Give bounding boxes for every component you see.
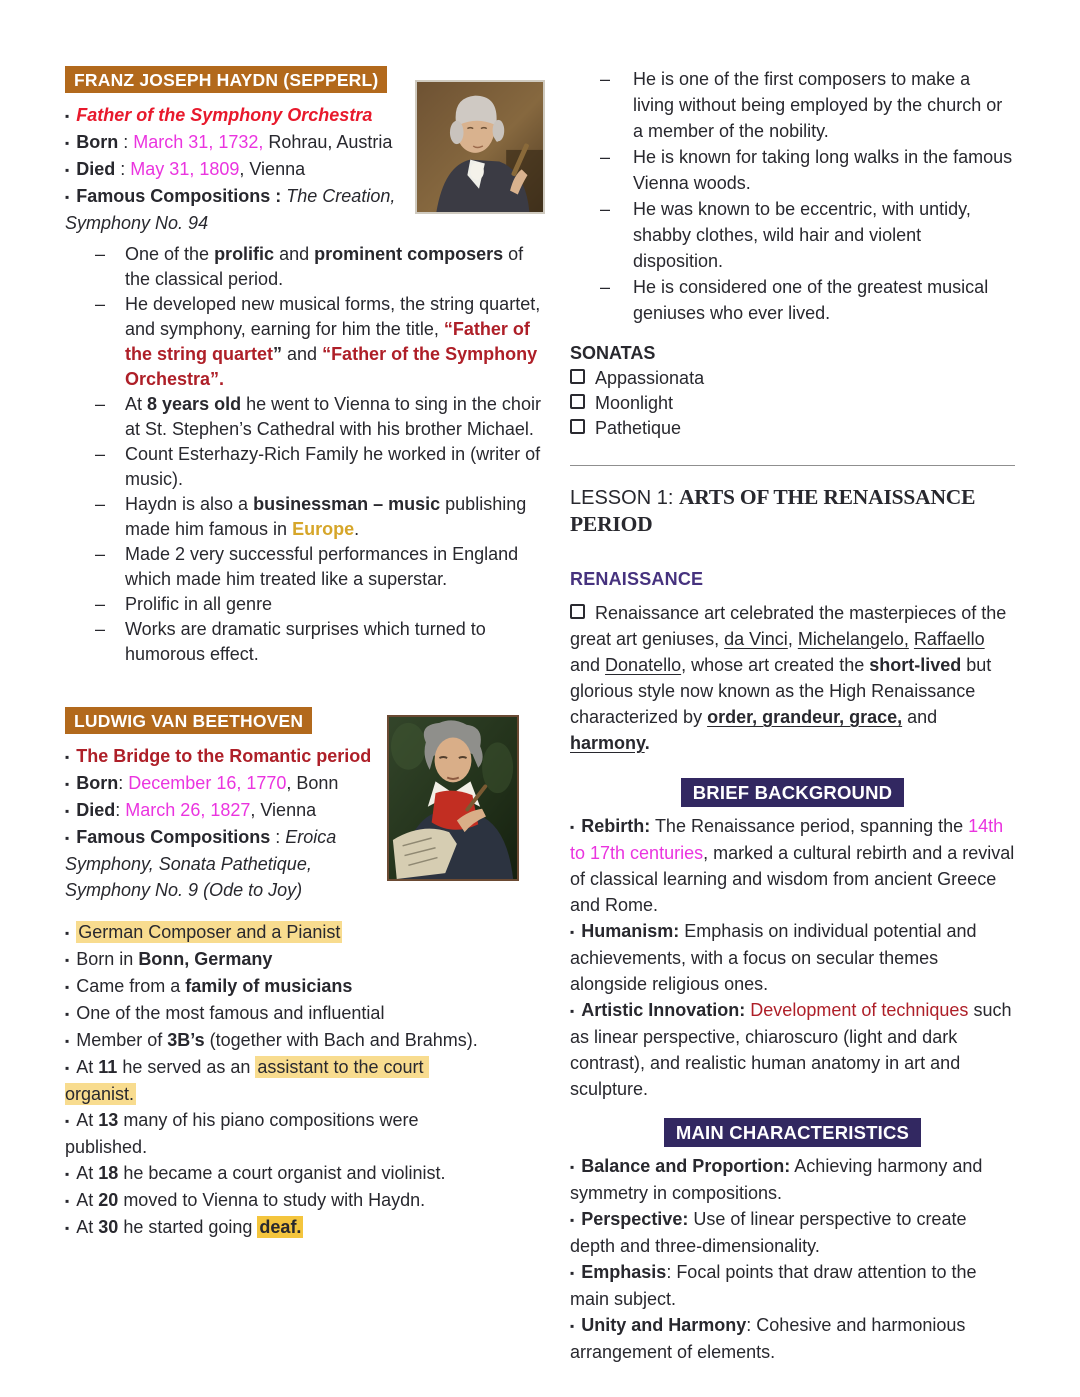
brief-paragraph: ▪ Artistic Innovation: Development of techniques such as linear perspective, chiaroscuro (light and dark contrast), and realistic human anatomy in art and sculpture. [570, 1000, 1017, 1099]
bullet-icon: ▪ [65, 1034, 70, 1048]
dash-icon: – [95, 594, 106, 614]
bullet-icon: ▪ [570, 1004, 575, 1018]
beethoven-fact: ▪ At 20 moved to Vienna to study with Haydn. [65, 1190, 426, 1210]
dash-icon: – [600, 277, 611, 297]
bullet-icon: ▪ [65, 1167, 70, 1181]
right-column [570, 66, 1020, 1365]
sonata-item: Pathetique [570, 416, 1015, 441]
bullet-icon: ▪ [570, 1213, 575, 1227]
beethoven-fact: ▪ Member of 3B’s (together with Bach and Brahms). [65, 1030, 478, 1050]
brief-paragraph: ▪ Humanism: Emphasis on individual potential and achievements, with a focus on secular themes alongside religious ones. [570, 921, 982, 994]
characteristic-paragraph: ▪ Balance and Proportion: Achieving harmony and symmetry in compositions. [570, 1156, 988, 1203]
beethoven-bullet: ▪ Famous Compositions : Eroica Symphony, Sonata Pathetique, Symphony No. 9 (Ode to Joy) [65, 827, 342, 900]
checkbox-icon [570, 604, 585, 619]
haydn-bullet: ▪ Died : May 31, 1809, Vienna [65, 159, 306, 179]
lesson-title-line [570, 484, 1015, 538]
beethoven-facts-list [65, 919, 479, 1241]
bullet-icon: ▪ [65, 953, 70, 967]
bullet-icon: ▪ [570, 1266, 575, 1280]
dash-icon: – [600, 147, 611, 167]
characteristic-paragraph: ▪ Emphasis: Focal points that draw attention to the main subject. [570, 1262, 982, 1309]
brief-paragraph: ▪ Rebirth: The Renaissance period, spanning the 14th to 17th centuries, marked a cultural rebirth and a revival of classical learning and wisdom from ancient Greece and Rome. [570, 816, 1020, 915]
beethoven-fact: ▪ At 18 he became a court organist and violinist. [65, 1163, 446, 1183]
beethoven-portrait-illustration [389, 717, 517, 879]
bullet-icon: ▪ [65, 980, 70, 994]
haydn-bullet: ▪ Born : March 31, 1732, Rohrau, Austria [65, 132, 393, 152]
beethoven-more-item: – He is considered one of the greatest musical geniuses who ever lived. [570, 274, 1015, 326]
haydn-portrait [415, 80, 545, 214]
lesson-title: ARTS OF THE RENAISSANCE PERIOD [570, 485, 976, 536]
sonatas-list [570, 366, 1015, 441]
bullet-icon: ▪ [65, 190, 70, 204]
bullet-icon: ▪ [570, 820, 575, 834]
sonata-item: Appassionata [570, 366, 1015, 391]
haydn-bullet: ▪ Father of the Symphony Orchestra [65, 105, 373, 125]
beethoven-fact: ▪ At 13 many of his piano compositions were published. [65, 1110, 424, 1157]
dash-icon: – [95, 244, 106, 264]
bullet-icon: ▪ [65, 777, 70, 791]
checkbox-icon [570, 419, 585, 434]
bullet-icon: ▪ [570, 925, 575, 939]
beethoven-fact: ▪ Born in Bonn, Germany [65, 949, 273, 969]
beethoven-more-item: – He is known for taking long walks in the famous Vienna woods. [570, 144, 1015, 196]
bullet-icon: ▪ [65, 1007, 70, 1021]
dash-icon: – [95, 494, 106, 514]
dash-icon: – [600, 199, 611, 219]
dash-icon: – [95, 619, 106, 639]
haydn-dash-item: – Made 2 very successful performances in England which made him treated like a superstar. [95, 544, 524, 589]
dash-icon: – [95, 294, 106, 314]
bullet-icon: ▪ [65, 1194, 70, 1208]
bullet-icon: ▪ [65, 831, 70, 845]
beethoven-fact: ▪ At 11 he served as an assistant to the court organist. [65, 1057, 429, 1104]
left-column [65, 66, 545, 1365]
dash-icon: – [95, 544, 106, 564]
bullet-icon: ▪ [65, 136, 70, 150]
checkbox-icon [570, 394, 585, 409]
haydn-portrait-illustration [417, 82, 543, 212]
characteristic-paragraph: ▪ Perspective: Use of linear perspective to create depth and three-dimensionality. [570, 1209, 972, 1256]
brief-background-header: BRIEF BACKGROUND [681, 778, 905, 807]
two-column-layout [65, 66, 1020, 1365]
bullet-icon: ▪ [65, 163, 70, 177]
bullet-icon: ▪ [65, 1221, 70, 1235]
bullet-icon: ▪ [65, 1061, 70, 1075]
haydn-dash-list [65, 242, 545, 667]
beethoven-fact: ▪ German Composer and a Pianist [65, 922, 341, 942]
section-divider [570, 465, 1015, 466]
beethoven-section-header: LUDWIG VAN BEETHOVEN [65, 707, 312, 734]
haydn-dash-item: – At 8 years old he went to Vienna to sing in the choir at St. Stephen’s Cathedral with his brother Michael. [95, 394, 546, 439]
beethoven-more-item: – He was known to be eccentric, with untidy, shabby clothes, wild hair and violent disposition. [570, 196, 1015, 274]
renaissance-paragraph: Renaissance art celebrated the masterpieces of the great art geniuses, da Vinci, Michelangelo, Raffaello and Donatello, whose art created the short-lived but glorious style now known as the High Renaissance characterized by order, grandeur, grace, and harmony. [570, 603, 1012, 753]
beethoven-fact: ▪ Came from a family of musicians [65, 976, 353, 996]
bullet-icon: ▪ [570, 1160, 575, 1174]
haydn-dash-item: – Haydn is also a businessman – music publishing made him famous in Europe. [95, 494, 532, 539]
haydn-dash-item: – Prolific in all genre [65, 592, 545, 617]
beethoven-bullet: ▪ The Bridge to the Romantic period [65, 746, 372, 766]
dash-icon: – [95, 444, 106, 464]
bullet-icon: ▪ [65, 1114, 70, 1128]
bullet-icon: ▪ [65, 109, 70, 123]
bullet-icon: ▪ [65, 750, 70, 764]
brief-background-section [570, 778, 1020, 1102]
bullet-icon: ▪ [65, 804, 70, 818]
beethoven-fact: ▪ At 30 he started going deaf. [65, 1217, 302, 1237]
beethoven-fact: ▪ One of the most famous and influential [65, 1003, 385, 1023]
dash-icon: – [95, 394, 106, 414]
renaissance-heading: RENAISSANCE [570, 569, 704, 589]
beethoven-portrait [387, 715, 519, 881]
beethoven-bullet: ▪ Born: December 16, 1770, Bonn [65, 773, 339, 793]
haydn-dash-item: – Works are dramatic surprises which turned to humorous effect. [95, 619, 491, 664]
haydn-dash-item: – He developed new musical forms, the string quartet, and symphony, earning for him the title, “Father of the string quartet” and “Father of the Symphony Orchestra”. [95, 294, 546, 389]
checkbox-icon [570, 369, 585, 384]
sonata-item: Moonlight [570, 391, 1015, 416]
dash-icon: – [600, 69, 611, 89]
haydn-section-header: FRANZ JOSEPH HAYDN (SEPPERL) [65, 66, 387, 93]
beethoven-bullet: ▪ Died: March 26, 1827, Vienna [65, 800, 317, 820]
beethoven-more-dash-list [570, 66, 1018, 326]
main-characteristics-header: MAIN CHARACTERISTICS [664, 1118, 921, 1147]
bullet-icon: ▪ [570, 1319, 575, 1333]
sonatas-heading: SONATAS [570, 343, 656, 363]
characteristic-paragraph: ▪ Unity and Harmony: Cohesive and harmonious arrangement of elements. [570, 1315, 971, 1362]
lesson-prefix: LESSON 1: [570, 487, 679, 509]
main-characteristics-section [570, 1118, 1015, 1365]
beethoven-more-item: – He is one of the first composers to make a living without being employed by the church or a member of the nobility. [570, 66, 1015, 144]
bullet-icon: ▪ [65, 926, 70, 940]
beethoven-section [65, 707, 545, 903]
haydn-dash-item: – One of the prolific and prominent composers of the classical period. [95, 244, 529, 289]
haydn-bullet: ▪ Famous Compositions : The Creation, Symphony No. 94 [65, 186, 401, 233]
haydn-dash-item: – Count Esterhazy-Rich Family he worked in (writer of music). [95, 444, 546, 489]
